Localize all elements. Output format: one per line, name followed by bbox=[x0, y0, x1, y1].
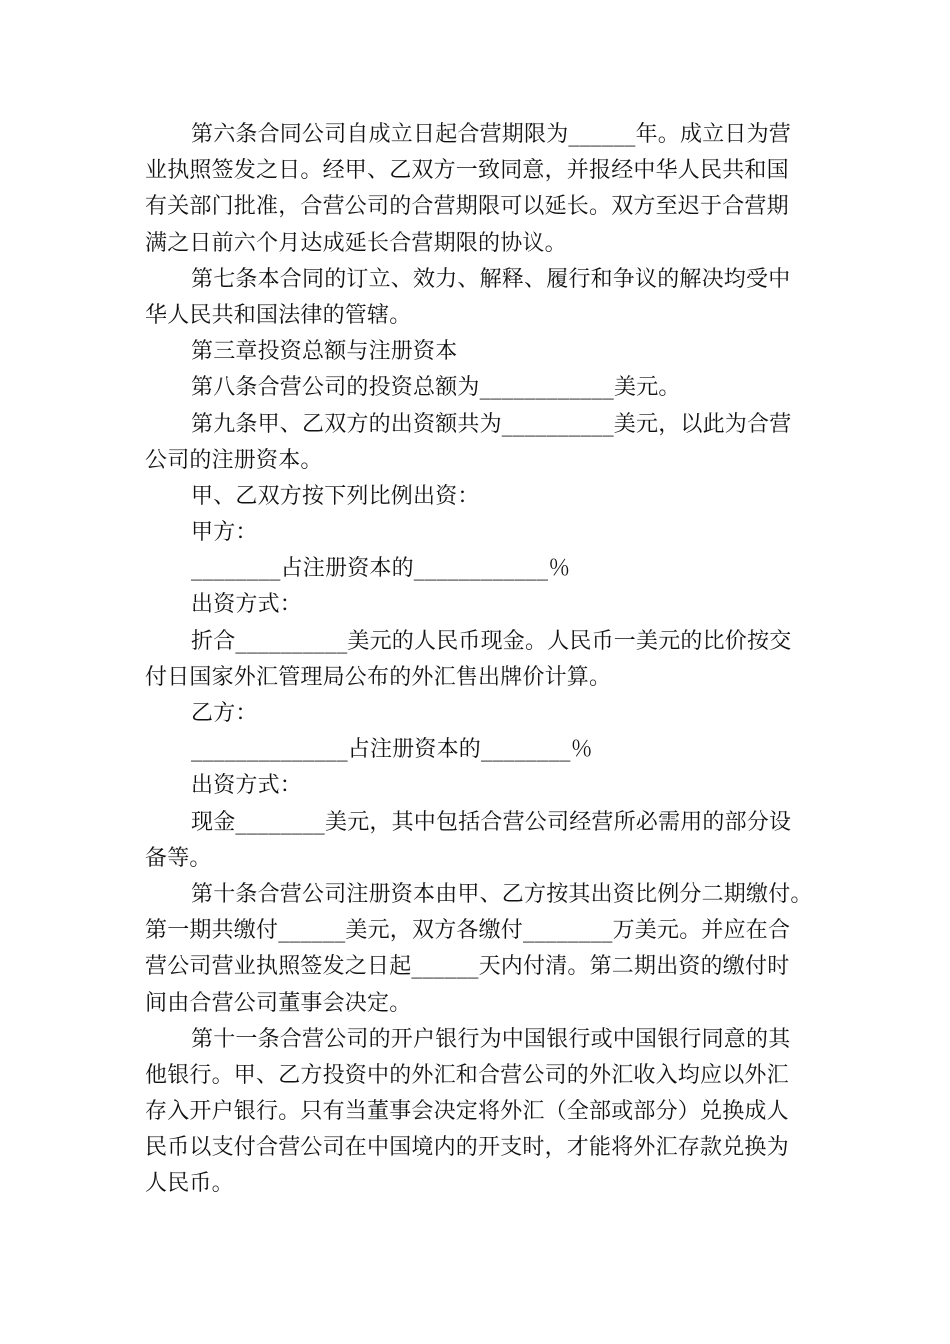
text-line: 存入开户银行。只有当董事会决定将外汇（全部或部分）兑换成人 bbox=[145, 1099, 789, 1125]
text-line: 现金________美元，其中包括合营公司经营所必需用的部分设 bbox=[191, 809, 792, 835]
text-line: 第八条合营公司的投资总额为____________美元。 bbox=[191, 375, 681, 401]
text-line: 有关部门批准，合营公司的合营期限可以延长。双方至迟于合营期 bbox=[145, 194, 789, 220]
text-line: 间由合营公司董事会决定。 bbox=[145, 990, 412, 1016]
text-line: 备等。 bbox=[145, 845, 212, 871]
text-line: 出资方式： bbox=[191, 773, 303, 799]
text-line: 甲方： bbox=[191, 520, 258, 546]
text-line: 第六条合同公司自成立日起合营期限为______年。成立日为营 bbox=[191, 122, 792, 147]
text-line: 华人民共和国法律的管辖。 bbox=[145, 302, 412, 328]
chapter-heading: 第三章投资总额与注册资本 bbox=[191, 339, 458, 365]
text-line: 营公司营业执照签发之日起______天内付清。第二期出资的缴付时 bbox=[145, 954, 790, 980]
text-line: 甲、乙双方按下列比例出资： bbox=[191, 483, 480, 509]
text-line: 第九条甲、乙双方的出资额共为__________美元，以此为合营 bbox=[191, 411, 792, 437]
text-line: 第十条合营公司注册资本由甲、乙方按其出资比例分二期缴付。 bbox=[191, 881, 813, 907]
text-line: 乙方： bbox=[191, 701, 258, 726]
text-line: ______________占注册资本的________％ bbox=[191, 737, 593, 763]
text-line: 第一期共缴付______美元，双方各缴付________万美元。并应在合 bbox=[145, 918, 791, 944]
text-line: 第七条本合同的订立、效力、解释、履行和争议的解决均受中 bbox=[191, 266, 791, 292]
text-line: 公司的注册资本。 bbox=[145, 447, 323, 473]
text-line: 人民币。 bbox=[145, 1171, 234, 1197]
text-line: ________占注册资本的____________％ bbox=[191, 556, 571, 582]
text-line: 折合__________美元的人民币现金。人民币一美元的比价按交 bbox=[191, 628, 792, 654]
text-line: 业执照签发之日。经甲、乙双方一致同意，并报经中华人民共和国 bbox=[145, 158, 789, 184]
contract-body bbox=[145, 117, 815, 1203]
text-line: 付日国家外汇管理局公布的外汇售出牌价计算。 bbox=[145, 664, 612, 690]
text-line: 第十一条合营公司的开户银行为中国银行或中国银行同意的其 bbox=[191, 1026, 791, 1052]
text-line: 他银行。甲、乙方投资中的外汇和合营公司的外汇收入均应以外汇 bbox=[145, 1062, 789, 1088]
text-line: 出资方式： bbox=[191, 592, 303, 618]
text-line: 民币以支付合营公司在中国境内的开支时，才能将外汇存款兑换为 bbox=[145, 1135, 789, 1161]
text-line: 满之日前六个月达成延长合营期限的协议。 bbox=[145, 230, 567, 256]
